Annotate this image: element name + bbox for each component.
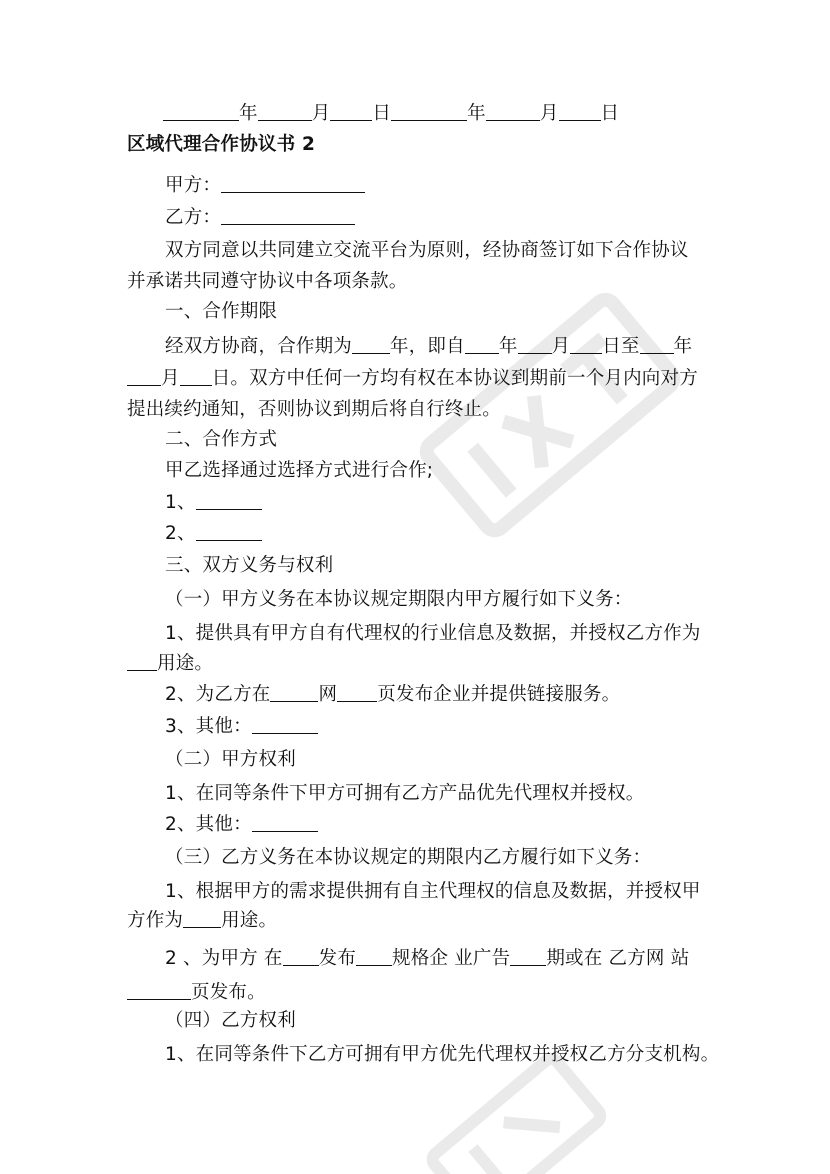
blank-method-1[interactable]	[196, 491, 262, 510]
text: 期或在 乙方网 站	[546, 948, 690, 969]
section3-heading: 三、双方义务与权利	[165, 555, 334, 576]
text: 年，即自	[390, 336, 465, 357]
text: 网	[318, 684, 338, 705]
label-year: 年	[239, 103, 258, 124]
sub1-heading: （一）甲方义务在本协议规定期限内甲方履行如下义务：	[165, 589, 633, 610]
sub2-item2	[165, 812, 318, 838]
blank-page-2[interactable]	[127, 981, 191, 1000]
blank-start-year[interactable]	[465, 335, 499, 354]
sub1-item1-line1: 1、提供具有甲方自有代理权的行业信息及数据，并授权乙方作为	[165, 623, 701, 644]
blank-end-month[interactable]	[127, 367, 161, 386]
section2-desc: 甲乙选择通过选择方式进行合作;	[165, 460, 434, 481]
text: 日。双方中任何一方均有权在本协议到期前一个月内向对方	[211, 368, 698, 389]
party-b-label: 乙方：	[165, 207, 222, 228]
label-day: 日	[372, 103, 392, 124]
blank-purpose-2[interactable]	[183, 909, 221, 928]
blank-other-2[interactable]	[252, 813, 318, 832]
section2-item-2	[165, 521, 262, 547]
watermark-graphic-bottom	[410, 1050, 610, 1174]
sub2-heading: （二）甲方权利	[165, 749, 296, 770]
party-a-blank[interactable]	[221, 174, 365, 193]
sub3-heading: （三）乙方义务在本协议规定的期限内乙方履行如下义务：	[165, 847, 652, 868]
party-b-blank[interactable]	[221, 206, 355, 225]
section1-para-line-3: 提出续约通知，否则协议到期后将自行终止。	[127, 399, 502, 420]
text: 经双方协商，合作期为	[165, 336, 353, 357]
blank-page[interactable]	[337, 683, 377, 702]
sub1-item3	[165, 714, 318, 740]
label-month: 月	[311, 103, 331, 124]
sub2-item1: 1、在同等条件下甲方可拥有乙方产品优先代理权并授权。	[165, 783, 645, 804]
text: 年	[498, 336, 518, 357]
blank-purpose-1[interactable]	[127, 652, 157, 671]
date-line	[163, 101, 619, 127]
sub1-item1-line2	[127, 651, 213, 677]
section2-item-1	[165, 490, 262, 516]
blank-term-years[interactable]	[352, 335, 390, 354]
party-a-label: 甲方：	[165, 175, 222, 196]
blank-period[interactable]	[510, 947, 546, 966]
text: 用途。	[221, 910, 278, 931]
text: 2、为乙方在	[165, 684, 271, 705]
text: 1、	[165, 492, 196, 513]
sub3-item1-line1: 1、根据甲方的需求提供拥有自主代理权的信息及数据，并授权甲	[165, 881, 701, 902]
blank-month-1[interactable]	[258, 102, 312, 121]
blank-end-day[interactable]	[180, 367, 212, 386]
text: 方作为	[127, 910, 184, 931]
section1-heading: 一、合作期限	[165, 301, 278, 322]
text: 日至	[602, 336, 640, 357]
text: 2、其他：	[165, 814, 252, 835]
section2-heading: 二、合作方式	[165, 429, 278, 450]
text: 3、其他：	[165, 716, 252, 737]
intro-line-2: 并承诺共同遵守协议中各项条款。	[127, 271, 408, 292]
blank-year-1[interactable]	[163, 102, 239, 121]
label-month-2: 月	[539, 103, 559, 124]
text: 月	[161, 368, 180, 389]
blank-publish-where[interactable]	[283, 947, 319, 966]
sub4-heading: （四）乙方权利	[165, 1010, 296, 1031]
sub3-item1-line2	[127, 908, 277, 934]
blank-start-day[interactable]	[570, 335, 602, 354]
blank-day-1[interactable]	[330, 102, 372, 121]
section1-para-line-2	[127, 366, 698, 392]
sub3-item2-line2	[127, 980, 266, 1006]
blank-month-2[interactable]	[486, 102, 540, 121]
text: 页发布企业并提供链接服务。	[377, 684, 621, 705]
blank-day-2[interactable]	[559, 102, 601, 121]
sub4-item1: 1、在同等条件下乙方可拥有甲方优先代理权并授权乙方分支机构。	[165, 1044, 720, 1065]
document-title: 区域代理合作协议书 2	[127, 134, 316, 155]
blank-end-year[interactable]	[640, 335, 674, 354]
party-b-line	[165, 205, 355, 231]
blank-site[interactable]	[270, 683, 318, 702]
blank-year-2[interactable]	[391, 102, 467, 121]
sub1-item2	[165, 682, 620, 708]
text: 规格企 业广告	[392, 948, 511, 969]
text: 2、	[165, 523, 196, 544]
intro-line-1: 双方同意以共同建立交流平台为原则，经协商签订如下合作协议	[165, 240, 689, 261]
blank-method-2[interactable]	[196, 522, 262, 541]
sub3-item2-line1	[165, 946, 689, 972]
text: 发布	[318, 948, 357, 969]
label-day-2: 日	[600, 103, 620, 124]
text: 页发布。	[191, 982, 266, 1003]
blank-other-1[interactable]	[252, 715, 318, 734]
section1-para-line-1	[165, 334, 692, 360]
text: 月	[551, 336, 571, 357]
text: 用途。	[157, 653, 214, 674]
blank-start-month[interactable]	[518, 335, 552, 354]
label-year-2: 年	[467, 103, 486, 124]
blank-spec[interactable]	[356, 947, 392, 966]
party-a-line	[165, 173, 365, 199]
text: 2 、为甲方 在	[165, 948, 283, 969]
text: 年	[673, 336, 693, 357]
